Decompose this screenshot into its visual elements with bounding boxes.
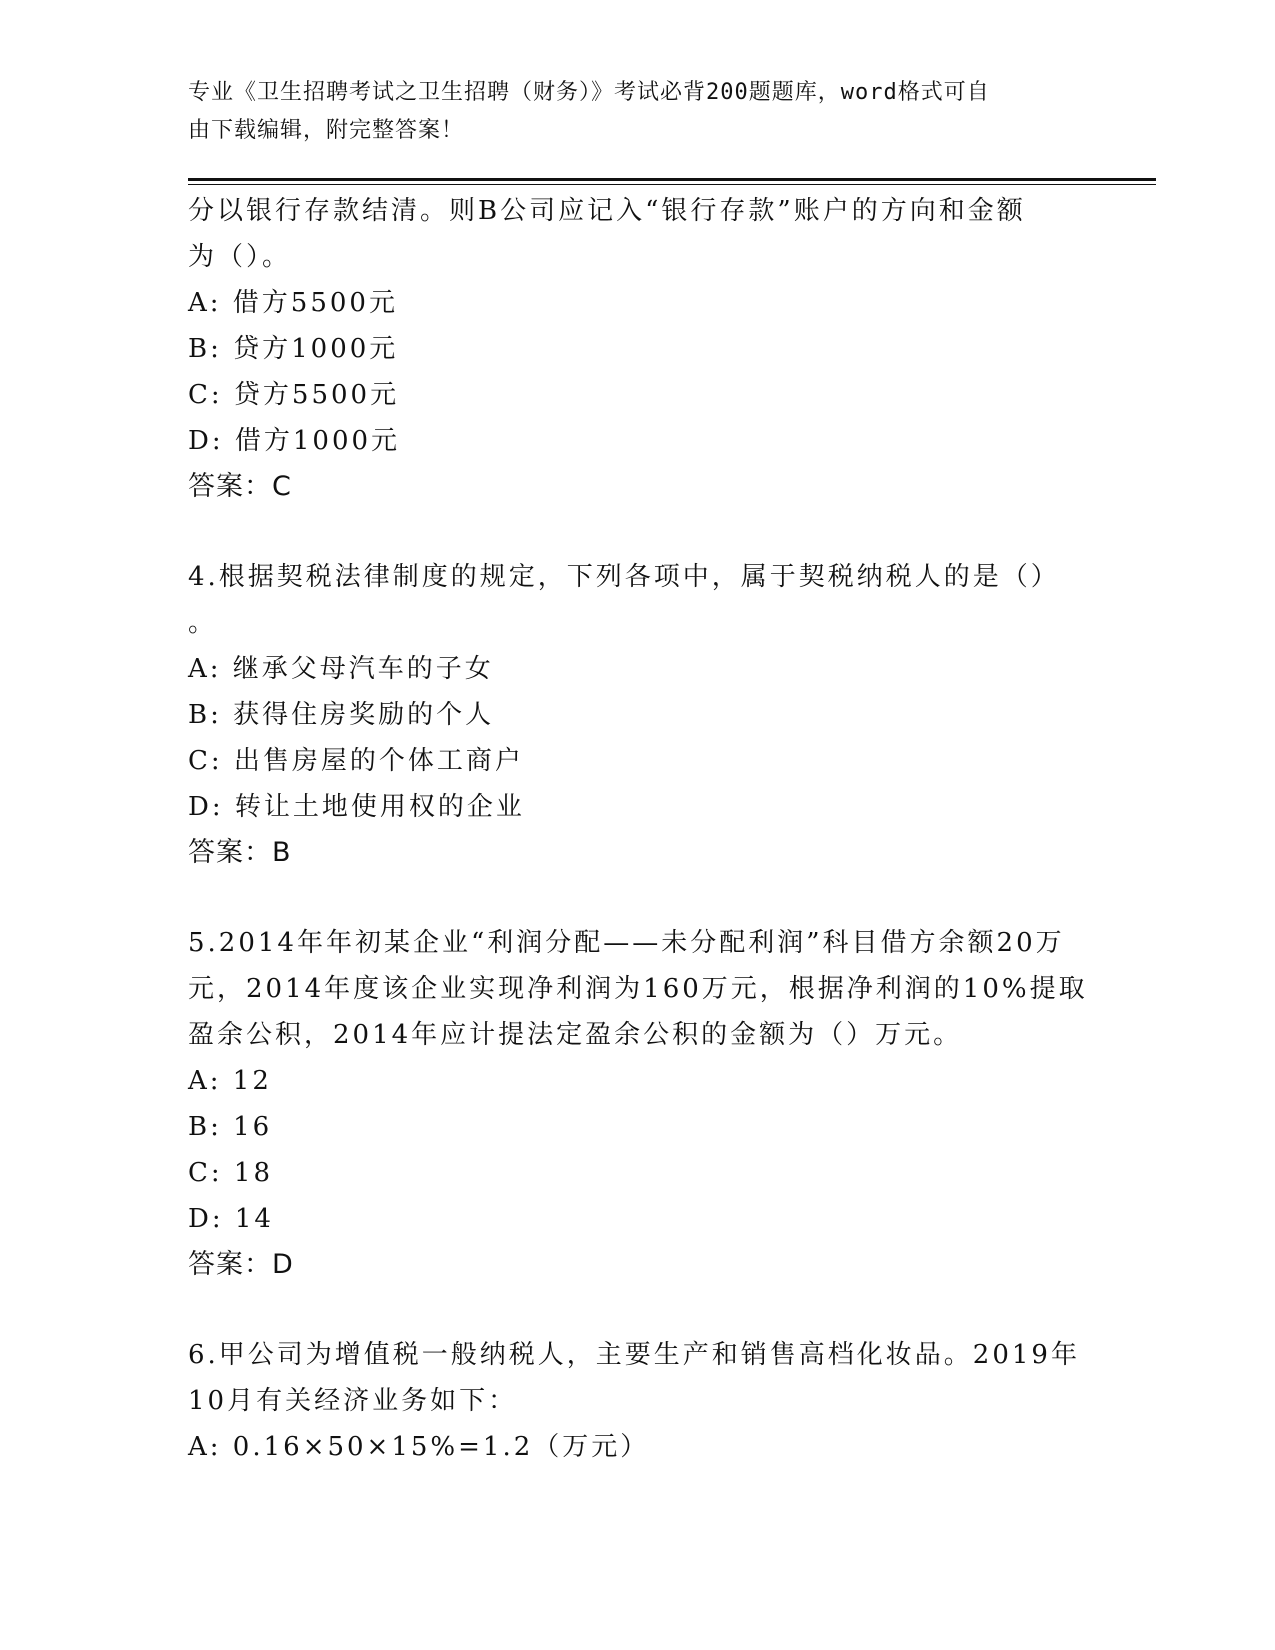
- option-b: B: 贷方1000元: [188, 334, 399, 364]
- question-stem-line: 盈余公积，2014年应计提法定盈余公积的金额为（）万元。: [188, 1020, 963, 1050]
- question-6: [188, 1332, 1088, 1470]
- question-3: [188, 188, 1088, 510]
- header-divider-thin: [188, 184, 1156, 185]
- option-c: C: 贷方5500元: [188, 380, 400, 410]
- question-stem-line: 6.甲公司为增值税一般纳税人，主要生产和销售高档化妆品。2019年: [188, 1340, 1080, 1370]
- question-stem-line: 5.2014年年初某企业“利润分配——未分配利润”科目借方余额20万: [188, 928, 1065, 958]
- question-stem-line: 10月有关经济业务如下：: [188, 1386, 518, 1416]
- option-b: B: 获得住房奖励的个人: [188, 700, 495, 730]
- question-content: [188, 188, 1088, 1470]
- option-d: D: 借方1000元: [188, 426, 401, 456]
- question-5: [188, 920, 1088, 1288]
- option-a: A: 继承父母汽车的子女: [188, 654, 494, 684]
- header-title-line-2: 由下载编辑，附完整答案！: [188, 118, 465, 143]
- question-stem-line: 分以银行存款结清。则B公司应记入“银行存款”账户的方向和金额: [188, 196, 1026, 226]
- option-d: D: 14: [188, 1204, 274, 1234]
- question-stem-line: 。: [188, 608, 218, 638]
- answer-line: 答案：B: [188, 837, 292, 868]
- option-c: C: 出售房屋的个体工商户: [188, 746, 524, 776]
- option-a: A: 0.16×50×15%=1.2（万元）: [188, 1432, 650, 1462]
- question-stem-line: 4.根据契税法律制度的规定，下列各项中，属于契税纳税人的是（）: [188, 562, 1060, 592]
- header-title-line-1: 专业《卫生招聘考试之卫生招聘（财务）》考试必背200题题库，word格式可自: [188, 80, 990, 105]
- option-a: A: 借方5500元: [188, 288, 398, 318]
- answer-line: 答案：D: [188, 1249, 294, 1280]
- document-header: [188, 74, 1068, 150]
- option-c: C: 18: [188, 1158, 274, 1188]
- question-4: [188, 554, 1088, 876]
- question-stem-line: 元，2014年度该企业实现净利润为160万元，根据净利润的10%提取: [188, 974, 1088, 1004]
- question-stem-line: 为（）。: [188, 242, 292, 272]
- option-b: B: 16: [188, 1112, 273, 1142]
- answer-line: 答案：C: [188, 471, 292, 502]
- header-divider-thick: [188, 178, 1156, 181]
- option-a: A: 12: [188, 1066, 272, 1096]
- option-d: D: 转让土地使用权的企业: [188, 792, 525, 822]
